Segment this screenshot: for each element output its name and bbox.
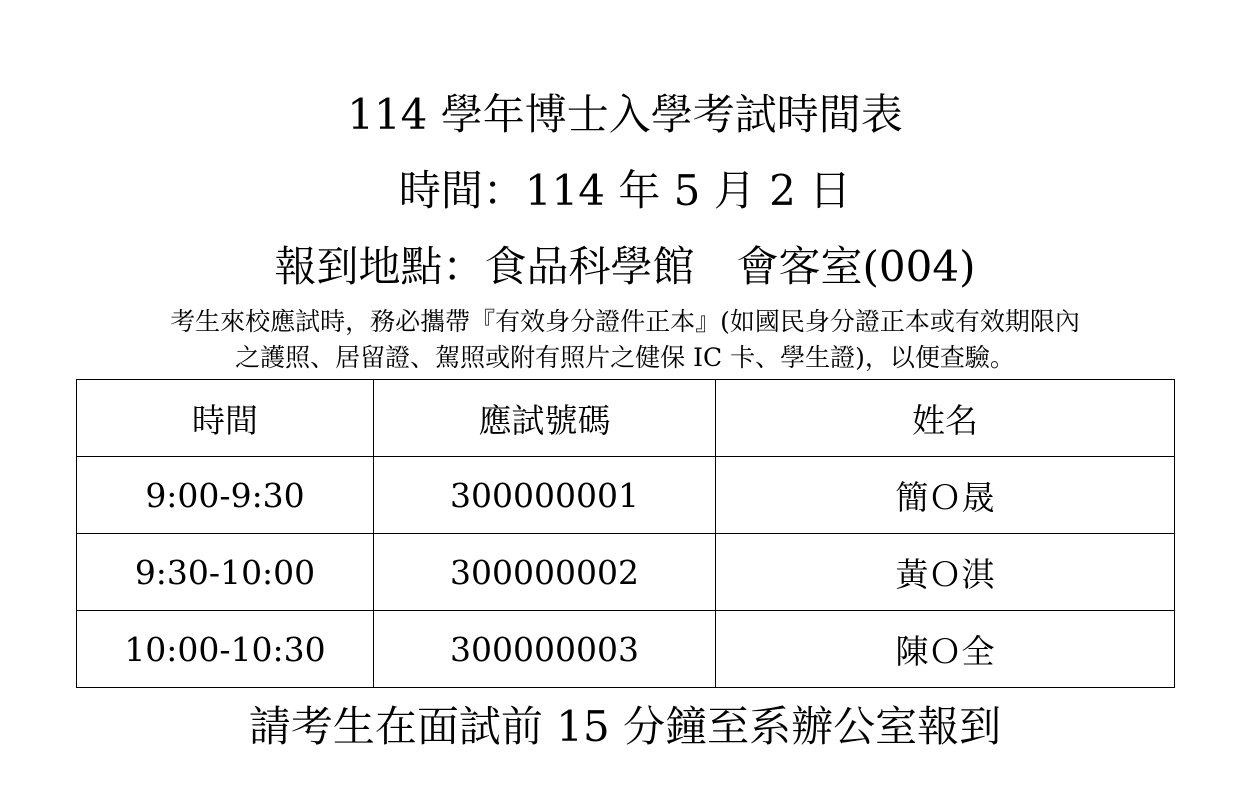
cell-exam-id: 300000003: [374, 611, 716, 688]
cell-time: 9:00-9:30: [77, 457, 374, 534]
id-notice-line-2: 之護照、居留證、駕照或附有照片之健保 IC 卡、學生證)，以便查驗。: [235, 343, 1015, 372]
column-header-exam-id: 應試號碼: [374, 380, 716, 457]
table-row: [77, 611, 1175, 688]
cell-name: 黃Ｏ淇: [716, 534, 1175, 611]
column-header-name: 姓名: [716, 380, 1175, 457]
exam-date: 時間：114 年 5 月 2 日: [398, 166, 852, 215]
cell-exam-id: 300000002: [374, 534, 716, 611]
cell-name: 陳Ｏ全: [716, 611, 1175, 688]
cell-exam-id: 300000001: [374, 457, 716, 534]
cell-time: 10:00-10:30: [77, 611, 374, 688]
column-header-time: 時間: [77, 380, 374, 457]
check-in-reminder: 請考生在面試前 15 分鐘至系辦公室報到: [248, 702, 1002, 751]
schedule-table: [76, 379, 1175, 688]
table-header-row: [77, 380, 1175, 457]
table-row: [77, 457, 1175, 534]
cell-time: 9:30-10:00: [77, 534, 374, 611]
page-title: 114 學年博士入學考試時間表: [347, 90, 903, 139]
check-in-location: 報到地點：食品科學館 會客室(004): [274, 242, 976, 291]
cell-name: 簡Ｏ晟: [716, 457, 1175, 534]
table-row: [77, 534, 1175, 611]
id-notice-line-1: 考生來校應試時，務必攜帶『有效身分證件正本』(如國民身分證正本或有效期限內: [170, 307, 1080, 336]
